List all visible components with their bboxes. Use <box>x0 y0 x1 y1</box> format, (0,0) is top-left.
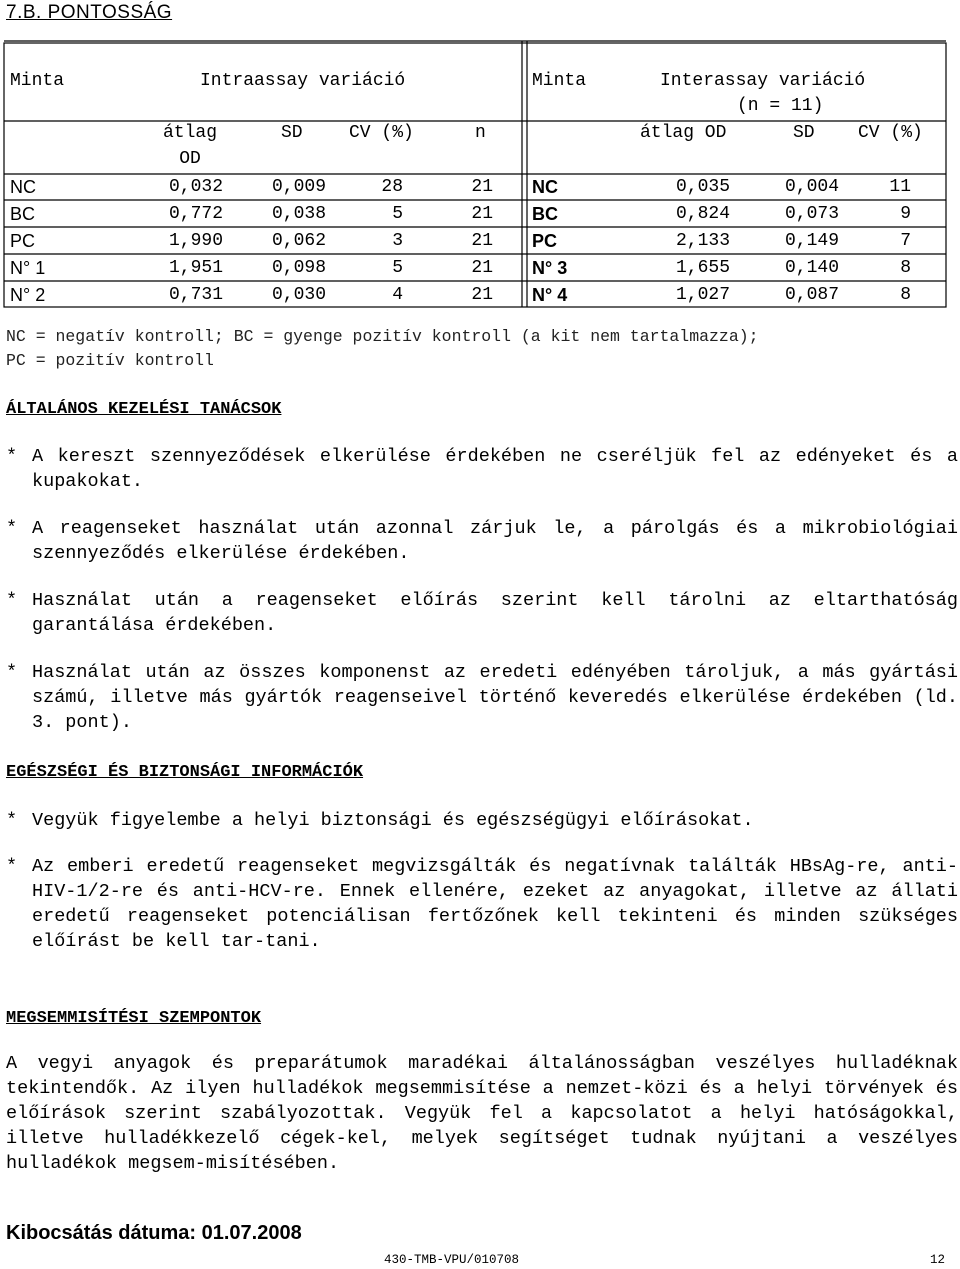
inter-cell: 0,140 <box>784 258 839 278</box>
intra-cell: 0,098 <box>271 258 326 278</box>
issue-date: Kibocsátás dátuma: 01.07.2008 <box>6 1222 302 1244</box>
bullet-text: Használat után az összes komponenst az eredeti edényében tároljuk, a más gyártási számú, illetve más gyártók reagenseivel történő keveredés elkerülése érdekében (ld. 3. pont). <box>32 662 958 733</box>
inter-cell: 0,073 <box>784 204 839 224</box>
inter-col-cv: CV (%) <box>858 123 923 143</box>
document-code: 430-TMB-VPU/010708 <box>384 1253 520 1267</box>
inter-cell: 9 <box>900 204 911 224</box>
disposal-title: MEGSEMMISÍTÉSI SZEMPONTOK <box>6 1009 262 1028</box>
intra-cell: 5 <box>392 258 403 278</box>
intra-col-cv: CV (%) <box>349 123 414 143</box>
safety-bullet: * Vegyük figyelembe a helyi biztonsági és egészségügyi előírásokat. <box>6 808 958 833</box>
inter-row-label: BC <box>532 204 558 224</box>
inter-cell: 0,004 <box>784 177 839 197</box>
bullet-text: Az emberi eredetű reagenseket megvizsgálták és negatívnak találták HBsAg-re, anti-HIV-1/2-re és anti-HCV-re. Ennek ellenére, ezeket az anyagokat, illetve az állati eredetű reagenseket potenciálisan fertőzőnek kell tekinteni és minden szükséges előírást be kell tar-tani. <box>32 856 958 952</box>
handling-title: ÁLTALÁNOS KEZELÉSI TANÁCSOK <box>6 400 282 419</box>
intra-col-atlag: átlag <box>162 123 217 143</box>
inter-cell: 7 <box>900 231 911 251</box>
intra-cell: 0,032 <box>168 177 223 197</box>
bullet-text: A reagenseket használat után azonnal zárjuk le, a párolgás és a mikrobiológiai szennyeződés elkerülése érdekében. <box>32 518 958 564</box>
safety-title: EGÉSZSÉGI ÉS BIZTONSÁGI INFORMÁCIÓK <box>6 763 364 782</box>
intra-cell: 21 <box>471 231 493 251</box>
disposal-text: A vegyi anyagok és preparátumok maradékai általánosságban veszélyes hulladéknak tekintendők. Az ilyen hulladékok megsemmisítése a nemzet-közi és a helyi törvények és előírások szerint szabályozottak. Vegyük fel a kapcsolatot a helyi hatóságokkal, illetve hulladékkezelő cégek-kel, melyek segítséget tudnak nyújtani a veszélyes hulladékok megsem-misítésében. <box>6 1053 958 1174</box>
intra-cell: 0,731 <box>168 285 223 305</box>
intra-col-n: n <box>475 123 486 143</box>
intra-cell: 3 <box>392 231 403 251</box>
inter-cell: 0,824 <box>675 204 730 224</box>
intra-row-label: PC <box>10 231 36 251</box>
intra-row-label: N° 1 <box>10 258 46 278</box>
inter-cell: 1,655 <box>675 258 730 278</box>
intra-cell: 4 <box>392 285 403 305</box>
handling-bullet: * Használat után az összes komponenst az eredeti edényében tároljuk, a más gyártási számú, illetve más gyártók reagenseivel történő keveredés elkerülése érdekében (ld. 3. pont). <box>6 662 958 733</box>
inter-row-label: NC <box>532 177 558 197</box>
inter-minta-header: Minta <box>532 71 587 91</box>
intra-cell: 5 <box>392 204 403 224</box>
bullet-text: Vegyük figyelembe a helyi biztonsági és egészségügyi előírásokat. <box>32 810 754 831</box>
inter-cell: 11 <box>889 177 911 197</box>
intra-cell: 0,062 <box>271 231 326 251</box>
handling-bullet: * A reagenseket használat után azonnal zárjuk le, a párolgás és a mikrobiológiai szennyeződés elkerülése érdekében. <box>6 518 958 564</box>
intra-cell: 21 <box>471 285 493 305</box>
intra-col-sd: SD <box>281 123 303 143</box>
inter-row-label: N° 3 <box>532 258 568 278</box>
inter-row-label: PC <box>532 231 558 251</box>
inter-cell: 0,149 <box>784 231 839 251</box>
inter-row-label: N° 4 <box>532 285 568 305</box>
bullet-text: A kereszt szennyeződések elkerülése érdekében ne cseréljük fel az edényeket és a kupakokat. <box>32 446 958 492</box>
inter-title: Interassay variáció <box>660 71 866 91</box>
inter-cell: 8 <box>900 285 911 305</box>
intra-cell: 21 <box>471 258 493 278</box>
intra-row-label: BC <box>10 204 36 224</box>
intra-cell: 0,030 <box>271 285 326 305</box>
safety-bullet: * Az emberi eredetű reagenseket megvizsgálták és negatívnak találták HBsAg-re, anti-HIV-1/2-re és anti-HCV-re. Ennek ellenére, ezeket az anyagokat, illetve az állati eredetű reagenseket potenciálisan fertőzőnek kell tekinteni és minden szükséges előírást be kell tar-tani. <box>6 856 958 952</box>
intra-cell: 0,038 <box>271 204 326 224</box>
intra-cell: 0,772 <box>168 204 223 224</box>
legend-line-1: NC = negatív kontroll; BC = gyenge pozitív kontroll (a kit nem tartalmazza); <box>6 327 759 346</box>
handling-bullet: * Használat után a reagenseket előírás szerint kell tárolni az eltarthatóság garantálása érdekében. <box>6 590 958 636</box>
intra-row-label: N° 2 <box>10 285 46 305</box>
inter-cell: 0,087 <box>784 285 839 305</box>
inter-cell: 1,027 <box>675 285 730 305</box>
bullet-text: Használat után a reagenseket előírás szerint kell tárolni az eltarthatóság garantálása érdekében. <box>32 590 958 636</box>
intra-cell: 1,990 <box>168 231 223 251</box>
page-number: 12 <box>930 1253 946 1267</box>
inter-cell: 2,133 <box>675 231 730 251</box>
inter-cell: 8 <box>900 258 911 278</box>
intra-minta-header: Minta <box>10 71 65 91</box>
intra-cell: 1,951 <box>168 258 223 278</box>
intra-row-label: NC <box>10 177 36 197</box>
section-heading: 7.B. PONTOSSÁG <box>6 2 173 23</box>
inter-cell: 0,035 <box>675 177 730 197</box>
intra-cell: 0,009 <box>271 177 326 197</box>
intra-col-od: OD <box>179 149 201 169</box>
handling-bullet: * A kereszt szennyeződések elkerülése érdekében ne cseréljük fel az edényeket és a kupakokat. <box>6 446 958 492</box>
inter-subtitle: (n = 11) <box>737 96 824 116</box>
inter-col-sd: SD <box>793 123 815 143</box>
intra-title: Intraassay variáció <box>200 71 406 91</box>
intra-cell: 21 <box>471 204 493 224</box>
legend-line-2: PC = pozitív kontroll <box>6 351 214 370</box>
intra-cell: 21 <box>471 177 493 197</box>
inter-col-atlag-od: átlag OD <box>640 123 727 143</box>
intra-cell: 28 <box>381 177 403 197</box>
